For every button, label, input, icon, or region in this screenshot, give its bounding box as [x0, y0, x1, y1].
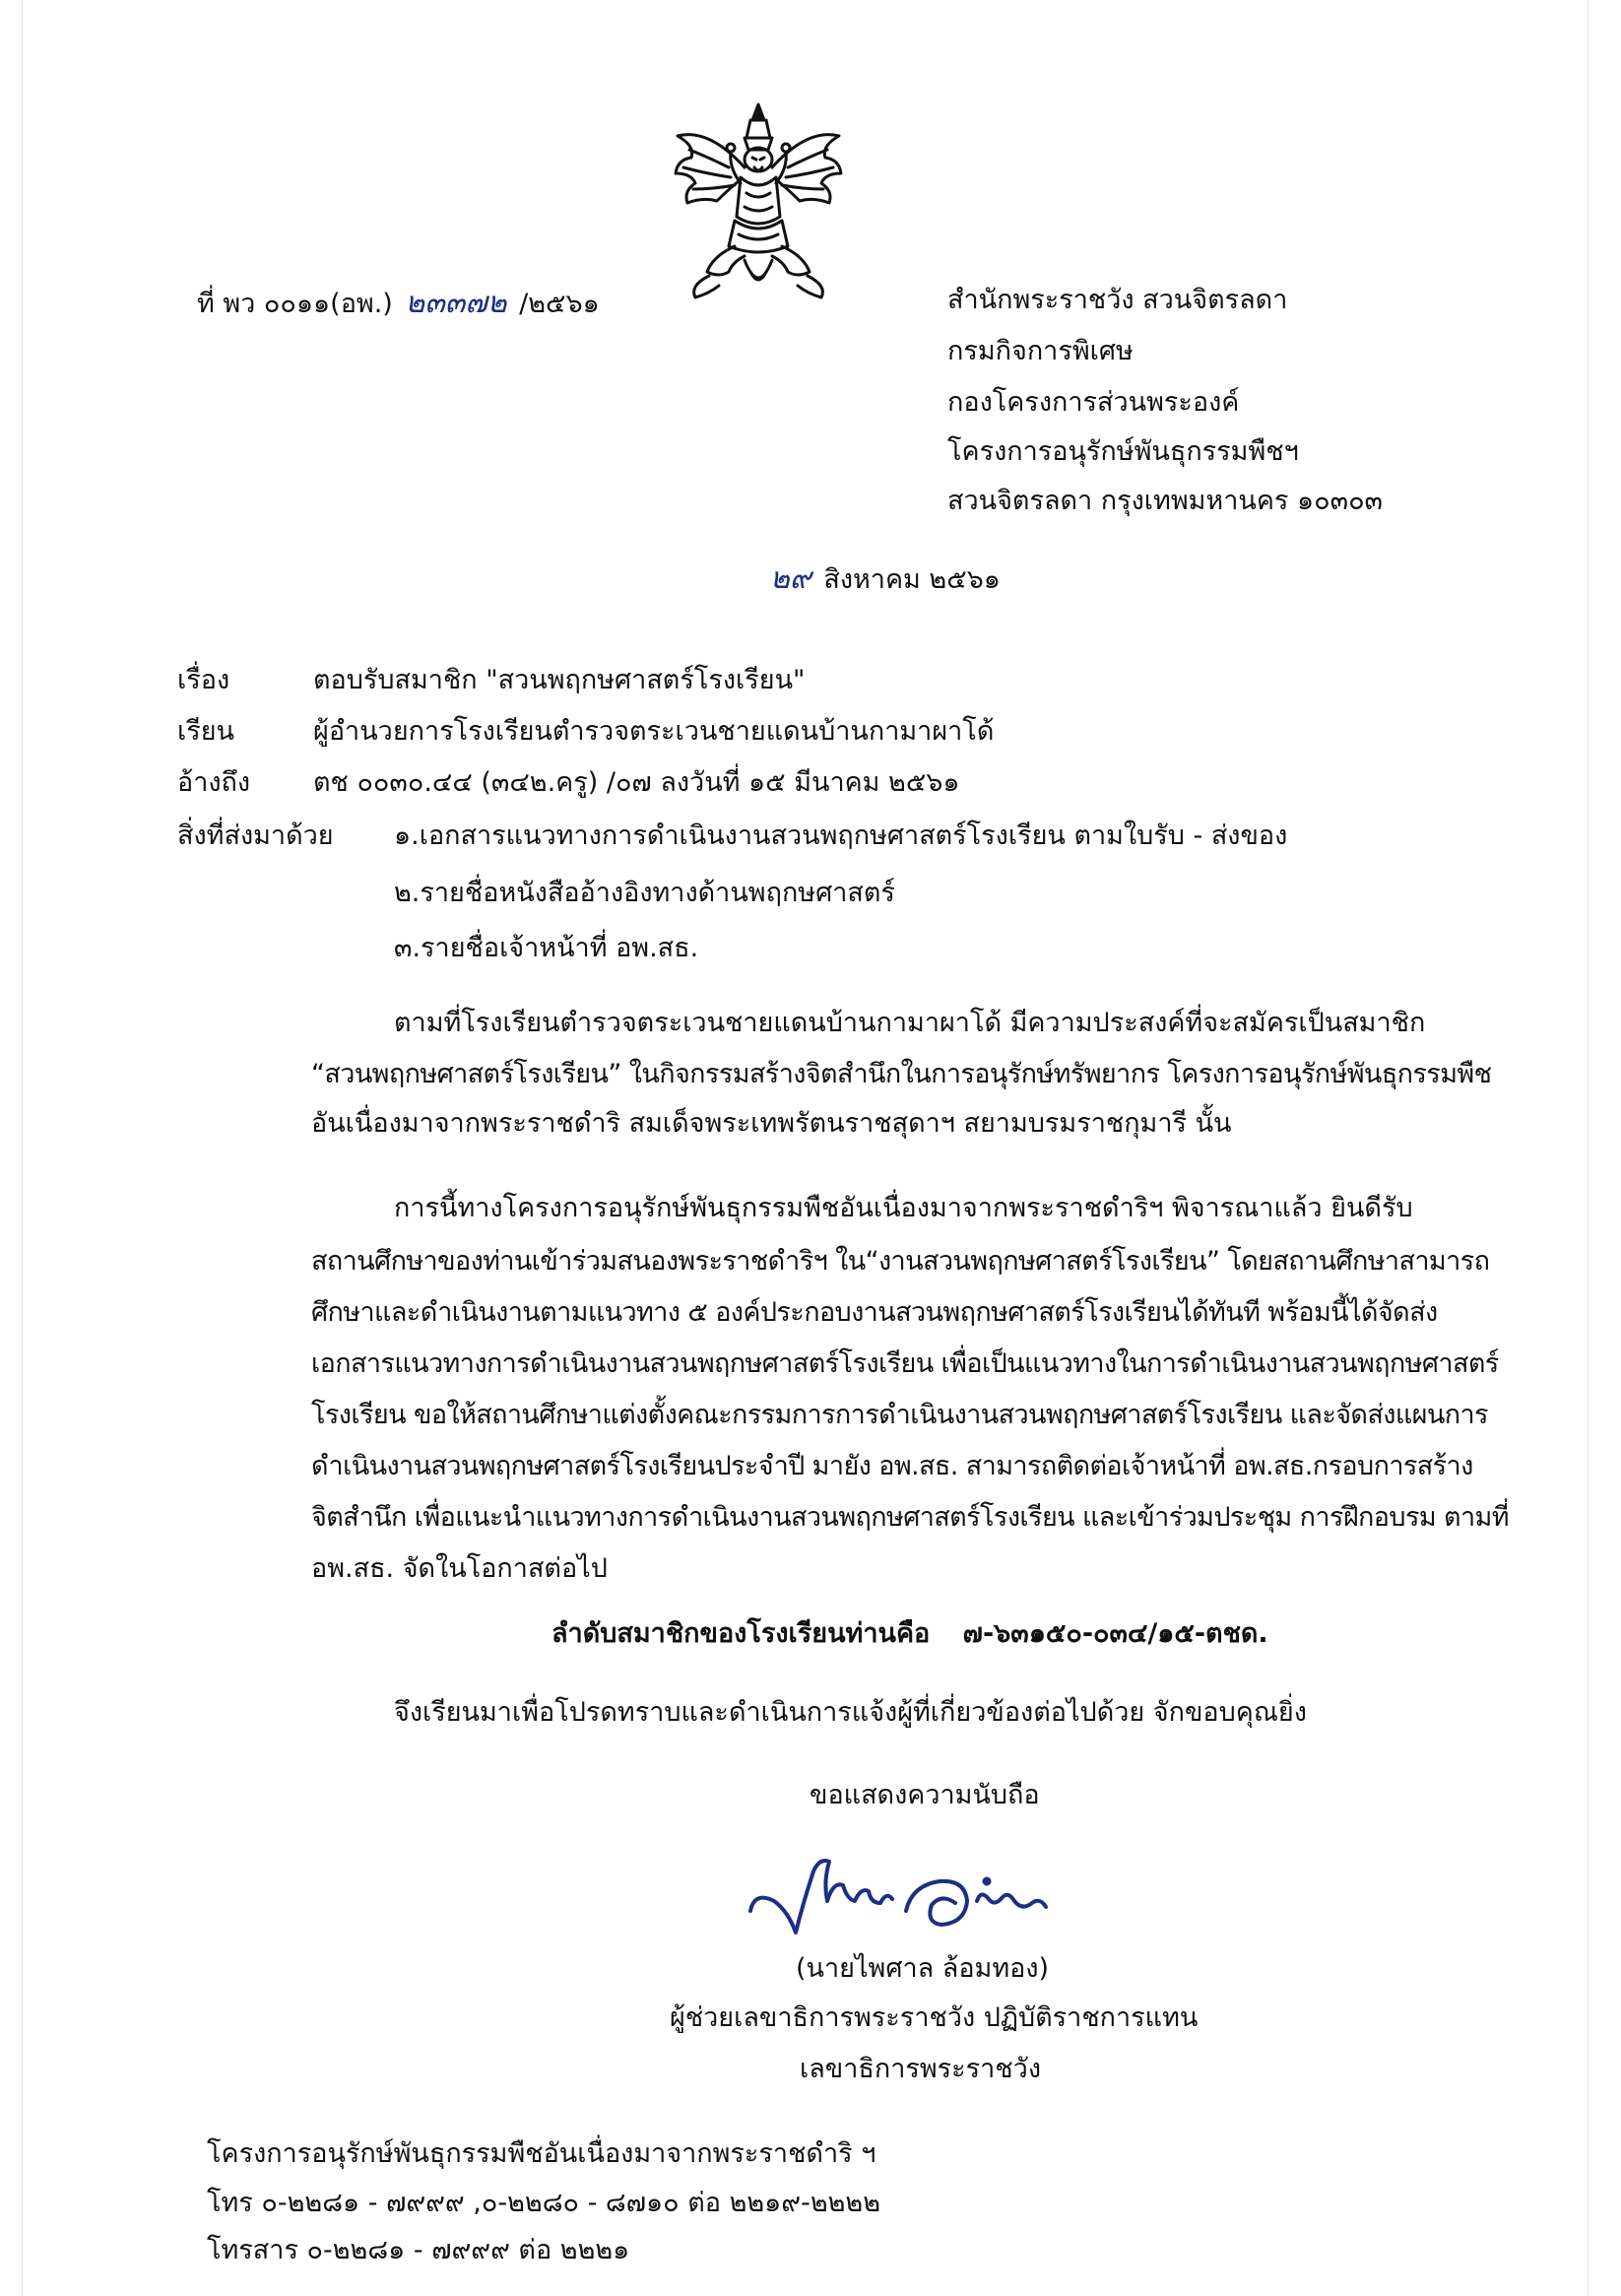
to-value: ผู้อำนวยการโรงเรียนตำรวจตระเวนชายแดนบ้านกามาผาโด้ [313, 716, 995, 747]
salutation: ขอแสดงความนับถือ [810, 1780, 1040, 1810]
closing-sentence: จึงเรียนมาเพื่อโปรดทราบและดำเนินการแจ้งผู้ที่เกี่ยวข้องต่อไปด้วย จักขอบคุณยิ่ง [394, 1697, 1307, 1728]
paragraph1-line-3: อันเนื่องมาจากพระราชดำริ สมเด็จพระเทพรัตนราชสุดาฯ สยามบรมราชกุมารี นั้น [311, 1108, 1232, 1139]
signer-title-line-1: ผู้ช่วยเลขาธิการพระราชวัง ปฏิบัติราชการแทน [670, 2002, 1199, 2033]
footer-phone: โทร ๐-๒๒๘๑ - ๗๙๙๙ ,๐-๒๒๘๐ - ๘๗๑๐ ต่อ ๒๒๑๙-๒๒๒๒ [207, 2188, 881, 2218]
footer-organization: โครงการอนุรักษ์พันธุกรรมพืชอันเนื่องมาจากพระราชดำริ ฯ [207, 2138, 876, 2169]
paragraph2-line-8: อพ.สธ. จัดในโอกาสต่อไป [311, 1553, 608, 1584]
reference-number [197, 280, 600, 326]
garuda-emblem-icon [670, 98, 847, 305]
sender-address-line-3: กองโครงการส่วนพระองค์ [947, 387, 1240, 418]
reference-label: อ้างถึง [177, 767, 251, 798]
subject-label: เรื่อง [177, 665, 230, 695]
subject-value: ตอบรับสมาชิก "สวนพฤกษศาสตร์โรงเรียน" [313, 665, 806, 695]
member-number-line [551, 1611, 1268, 1654]
paragraph2-line-7: จิตสำนึก เพื่อแนะนำแนวทางการดำเนินงานสวนพฤกษศาสตร์โรงเรียน และเข้าร่วมประชุม การฝึกอบรม ตามที่ [311, 1502, 1509, 1533]
paragraph2-line-6: ดำเนินงานสวนพฤกษศาสตร์โรงเรียนประจำปี มายัง อพ.สธ. สามารถติดต่อเจ้าหน้าที่ อพ.สธ.กรอบการสร้าง [311, 1451, 1473, 1481]
scan-edge-right [1588, 0, 1589, 2296]
to-label: เรียน [177, 716, 235, 747]
sender-address-line-1: สำนักพระราชวัง สวนจิตรลดา [947, 285, 1288, 315]
scan-edge-left [22, 0, 23, 2296]
paragraph1-line-2: “สวนพฤกษศาสตร์โรงเรียน” ในกิจกรรมสร้างจิตสำนึกในการอนุรักษ์ทรัพยากร โครงการอนุรักษ์พันธุกรรมพืช [311, 1059, 1492, 1089]
reference-year: /๒๕๖๑ [519, 289, 600, 319]
letter-date [770, 556, 1001, 602]
enclosures-label: สิ่งที่ส่งมาด้วย [177, 820, 334, 851]
member-number-label: ลำดับสมาชิกของโรงเรียนท่านคือ [551, 1618, 931, 1649]
paragraph1-line-1: ตามที่โรงเรียนตำรวจตระเวนชายแดนบ้านกามาผาโด้ มีความประสงค์ที่จะสมัครเป็นสมาชิก [394, 1008, 1426, 1038]
paragraph2-line-1: การนี้ทางโครงการอนุรักษ์พันธุกรรมพืชอันเนื่องมาจากพระราชดำริฯ พิจารณาแล้ว ยินดีรับ [394, 1193, 1413, 1223]
enclosure-item-3: ๓.รายชื่อเจ้าหน้าที่ อพ.สธ. [394, 933, 699, 963]
enclosure-item-1: ๑.เอกสารแนวทางการดำเนินงานสวนพฤกษศาสตร์โรงเรียน ตามใบรับ - ส่งของ [394, 820, 1288, 851]
paragraph2-line-2: สถานศึกษาของท่านเข้าร่วมสนองพระราชดำริฯ ใน“งานสวนพฤกษศาสตร์โรงเรียน” โดยสถานศึกษาสามารถ [311, 1246, 1490, 1277]
signer-name: (นายไพศาล ล้อมทอง) [796, 1953, 1050, 1984]
sender-address-line-5: สวนจิตรลดา กรุงเทพมหานคร ๑๐๓๐๓ [947, 486, 1384, 516]
reference-value: ตช ๐๐๓๐.๔๔ (๓๔๒.ครู) /๐๗ ลงวันที่ ๑๕ มีนาคม ๒๕๖๑ [313, 767, 960, 798]
member-number-value: ๗-๖๓๑๕๐-๐๓๔/๑๕-ตชด. [962, 1618, 1268, 1649]
handwritten-reference-no: ๒๓๓๗๒ [405, 286, 507, 320]
handwritten-date-day: ๒๙ [770, 561, 811, 596]
sender-address-line-4: โครงการอนุรักษ์พันธุกรรมพืชฯ [947, 436, 1299, 467]
paragraph2-line-4: เอกสารแนวทางการดำเนินงานสวนพฤกษศาสตร์โรงเรียน เพื่อเป็นแนวทางในการดำเนินงานสวนพฤกษศาสตร์ [311, 1348, 1499, 1379]
enclosure-item-2: ๒.รายชื่อหนังสืออ้างอิงทางด้านพฤกษศาสตร์ [394, 878, 895, 908]
paragraph2-line-3: ศึกษาและดำเนินงานตามแนวทาง ๕ องค์ประกอบงานสวนพฤกษศาสตร์โรงเรียนได้ทันที พร้อมนี้ได้จัดส่ง [311, 1297, 1438, 1328]
sender-address-line-2: กรมกิจการพิเศษ [947, 336, 1134, 366]
date-text: สิงหาคม ๒๕๖๑ [823, 564, 1001, 595]
signer-title-line-2: เลขาธิการพระราชวัง [800, 2054, 1042, 2084]
footer-fax: โทรสาร ๐-๒๒๘๑ - ๗๙๙๙ ต่อ ๒๒๒๑ [207, 2235, 630, 2265]
handwritten-signature-icon [745, 1842, 1079, 1950]
paragraph2-line-5: โรงเรียน ขอให้สถานศึกษาแต่งตั้งคณะกรรมการการดำเนินงานสวนพฤกษศาสตร์โรงเรียน และจัดส่งแผนการ [311, 1400, 1488, 1430]
reference-prefix: ที่ พว ๐๐๑๑(อพ.) [197, 289, 393, 319]
